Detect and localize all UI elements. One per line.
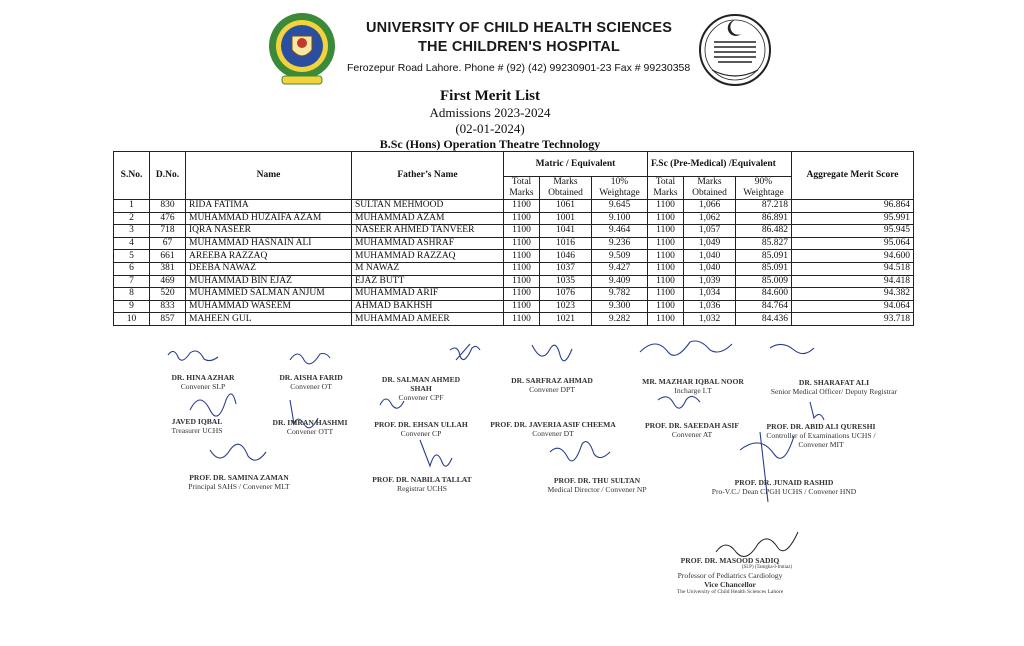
cell-matric-weightage: 9.409 bbox=[592, 275, 648, 288]
signatory-samina-zaman: PROF. DR. SAMINA ZAMAN Principal SAHS / Convener MLT bbox=[188, 473, 290, 491]
cell-father: EJAZ BUTT bbox=[352, 275, 504, 288]
cell-name: MAHEEN GUL bbox=[186, 313, 352, 326]
cell-fsc-obtained: 1,049 bbox=[684, 237, 736, 250]
cell-fsc-total: 1100 bbox=[648, 237, 684, 250]
signatory-imran-hashmi: DR. IMRAN HASHMI Convener OTT bbox=[272, 418, 348, 436]
cell-fsc-weightage: 86.482 bbox=[736, 225, 792, 238]
signatory-nabila-tallat: PROF. DR. NABILA TALLAT Registrar UCHS bbox=[372, 475, 472, 493]
cell-fsc-weightage: 84.436 bbox=[736, 313, 792, 326]
cell-fsc-weightage: 85.009 bbox=[736, 275, 792, 288]
cell-aggregate: 96.864 bbox=[792, 200, 914, 213]
table-row bbox=[114, 212, 914, 225]
cell-dno: 469 bbox=[150, 275, 186, 288]
cell-aggregate: 95.991 bbox=[792, 212, 914, 225]
cell-sno: 1 bbox=[114, 200, 150, 213]
cell-matric-obtained: 1046 bbox=[540, 250, 592, 263]
cell-fsc-total: 1100 bbox=[648, 262, 684, 275]
cell-name: MUHAMMAD HASNAIN ALI bbox=[186, 237, 352, 250]
cell-dno: 381 bbox=[150, 262, 186, 275]
signatory-hina-azhar: DR. HINA AZHAR Convener SLP bbox=[171, 373, 235, 391]
cell-matric-total: 1100 bbox=[504, 200, 540, 213]
cell-aggregate: 94.518 bbox=[792, 262, 914, 275]
cell-matric-total: 1100 bbox=[504, 237, 540, 250]
cell-sno: 10 bbox=[114, 313, 150, 326]
signatory-mazhar-iqbal-noor: MR. MAZHAR IQBAL NOOR Incharge I.T bbox=[642, 377, 744, 395]
signatory-sharafat-ali: DR. SHARAFAT ALI Senior Medical Officer/ Deputy Registrar bbox=[770, 378, 898, 396]
signatory-javeria-asif-cheema: PROF. DR. JAVERIA ASIF CHEEMA Convener DT bbox=[490, 420, 616, 438]
cell-matric-obtained: 1076 bbox=[540, 288, 592, 301]
header-fsc-obtained: Marks Obtained bbox=[684, 177, 736, 200]
cell-matric-weightage: 9.236 bbox=[592, 237, 648, 250]
cell-fsc-obtained: 1,032 bbox=[684, 313, 736, 326]
cell-name: AREEBA RAZZAQ bbox=[186, 250, 352, 263]
hospital-name: THE CHILDREN'S HOSPITAL bbox=[418, 39, 620, 55]
cell-fsc-total: 1100 bbox=[648, 212, 684, 225]
cell-fsc-total: 1100 bbox=[648, 250, 684, 263]
table-row bbox=[114, 288, 914, 301]
table-row bbox=[114, 275, 914, 288]
cell-fsc-weightage: 85.091 bbox=[736, 250, 792, 263]
cell-fsc-weightage: 87.218 bbox=[736, 200, 792, 213]
cell-matric-obtained: 1041 bbox=[540, 225, 592, 238]
table-row bbox=[114, 300, 914, 313]
cell-matric-total: 1100 bbox=[504, 262, 540, 275]
cell-aggregate: 95.945 bbox=[792, 225, 914, 238]
header-matric: Matric / Equivalent bbox=[504, 152, 648, 177]
cell-name: DEEBA NAWAZ bbox=[186, 262, 352, 275]
merit-table-body bbox=[114, 200, 914, 326]
cell-matric-weightage: 9.427 bbox=[592, 262, 648, 275]
government-seal bbox=[694, 12, 776, 88]
cell-matric-total: 1100 bbox=[504, 250, 540, 263]
cell-matric-weightage: 9.100 bbox=[592, 212, 648, 225]
cell-father: MUHAMMAD AMEER bbox=[352, 313, 504, 326]
signatory-salman-ahmed-shah: DR. SALMAN AHMED SHAH Convener CPF bbox=[381, 375, 461, 402]
cell-dno: 476 bbox=[150, 212, 186, 225]
cell-dno: 520 bbox=[150, 288, 186, 301]
cell-matric-total: 1100 bbox=[504, 275, 540, 288]
program-name: B.Sc (Hons) Operation Theatre Technology bbox=[379, 137, 601, 151]
signatory-saeedah-asif: PROF. DR. SAEEDAH ASIF Convener AT bbox=[644, 421, 740, 439]
signatory-abid-ali-qureshi: PROF. DR. ABID ALI QURESHI Controller of Examinations UCHS / Convener MIT bbox=[766, 422, 876, 449]
cell-father: MUHAMMAD ARIF bbox=[352, 288, 504, 301]
header-fsc-total: Total Marks bbox=[648, 177, 684, 200]
cell-sno: 8 bbox=[114, 288, 150, 301]
cell-fsc-weightage: 84.764 bbox=[736, 300, 792, 313]
cell-matric-weightage: 9.509 bbox=[592, 250, 648, 263]
cell-fsc-obtained: 1,040 bbox=[684, 262, 736, 275]
university-name: UNIVERSITY OF CHILD HEALTH SCIENCES bbox=[366, 20, 673, 36]
signatory-junaid-rashid: PROF. DR. JUNAID RASHID Pro-V.C./ Dean CPGH UCHS / Convener HND bbox=[711, 478, 857, 496]
signatory-ehsan-ullah: PROF. DR. EHSAN ULLAH Convener CP bbox=[374, 420, 468, 438]
address-line: Ferozepur Road Lahore. Phone # (92) (42) 99230901-23 Fax # 99230358 bbox=[347, 62, 691, 74]
cell-dno: 661 bbox=[150, 250, 186, 263]
cell-matric-weightage: 9.282 bbox=[592, 313, 648, 326]
cell-matric-total: 1100 bbox=[504, 313, 540, 326]
table-row bbox=[114, 200, 914, 213]
cell-sno: 4 bbox=[114, 237, 150, 250]
cell-matric-obtained: 1061 bbox=[540, 200, 592, 213]
cell-name: IQRA NASEER bbox=[186, 225, 352, 238]
cell-fsc-weightage: 85.091 bbox=[736, 262, 792, 275]
cell-matric-obtained: 1037 bbox=[540, 262, 592, 275]
vc-position: Vice Chancellor bbox=[704, 580, 756, 589]
cell-name: MUHAMMAD WASEEM bbox=[186, 300, 352, 313]
cell-father: MUHAMMAD RAZZAQ bbox=[352, 250, 504, 263]
cell-aggregate: 94.600 bbox=[792, 250, 914, 263]
cell-fsc-total: 1100 bbox=[648, 200, 684, 213]
cell-name: RIDA FATIMA bbox=[186, 200, 352, 213]
cell-father: MUHAMMAD ASHRAF bbox=[352, 237, 504, 250]
cell-matric-weightage: 9.464 bbox=[592, 225, 648, 238]
cell-aggregate: 93.718 bbox=[792, 313, 914, 326]
cell-sno: 3 bbox=[114, 225, 150, 238]
table-row bbox=[114, 225, 914, 238]
cell-matric-obtained: 1023 bbox=[540, 300, 592, 313]
cell-sno: 7 bbox=[114, 275, 150, 288]
vc-institution: The University of Child Health Sciences Lahore bbox=[676, 589, 784, 595]
cell-father: AHMAD BAKHSH bbox=[352, 300, 504, 313]
cell-dno: 830 bbox=[150, 200, 186, 213]
list-date: (02-01-2024) bbox=[455, 121, 525, 136]
table-row bbox=[114, 237, 914, 250]
cell-dno: 857 bbox=[150, 313, 186, 326]
cell-matric-total: 1100 bbox=[504, 212, 540, 225]
vc-name: PROF. DR. MASOOD SADIQ bbox=[680, 556, 780, 565]
cell-fsc-obtained: 1,066 bbox=[684, 200, 736, 213]
cell-dno: 67 bbox=[150, 237, 186, 250]
cell-fsc-total: 1100 bbox=[648, 275, 684, 288]
vice-chancellor-block bbox=[668, 556, 792, 596]
cell-matric-obtained: 1001 bbox=[540, 212, 592, 225]
cell-sno: 9 bbox=[114, 300, 150, 313]
cell-name: MUHAMMAD BIN EJAZ bbox=[186, 275, 352, 288]
cell-aggregate: 94.064 bbox=[792, 300, 914, 313]
cell-fsc-weightage: 85.827 bbox=[736, 237, 792, 250]
cell-matric-obtained: 1016 bbox=[540, 237, 592, 250]
cell-matric-obtained: 1035 bbox=[540, 275, 592, 288]
header-fsc: F.Sc (Pre-Medical) /Equivalent bbox=[648, 152, 792, 177]
table-row bbox=[114, 313, 914, 326]
cell-matric-total: 1100 bbox=[504, 300, 540, 313]
cell-fsc-total: 1100 bbox=[648, 313, 684, 326]
cell-fsc-obtained: 1,034 bbox=[684, 288, 736, 301]
cell-matric-total: 1100 bbox=[504, 225, 540, 238]
cell-dno: 718 bbox=[150, 225, 186, 238]
cell-fsc-obtained: 1,039 bbox=[684, 275, 736, 288]
cell-fsc-obtained: 1,040 bbox=[684, 250, 736, 263]
cell-fsc-obtained: 1,036 bbox=[684, 300, 736, 313]
header-aggregate: Aggregate Merit Score bbox=[792, 152, 914, 200]
cell-matric-weightage: 9.782 bbox=[592, 288, 648, 301]
cell-name: MUHAMMAD HUZAIFA AZAM bbox=[186, 212, 352, 225]
cell-matric-weightage: 9.300 bbox=[592, 300, 648, 313]
cell-father: SULTAN MEHMOOD bbox=[352, 200, 504, 213]
list-title: First Merit List bbox=[440, 88, 540, 104]
cell-father: MUHAMMAD AZAM bbox=[352, 212, 504, 225]
header-dno: D.No. bbox=[150, 152, 186, 200]
cell-fsc-weightage: 86.891 bbox=[736, 212, 792, 225]
header-father-name: Father’s Name bbox=[352, 152, 504, 200]
cell-fsc-total: 1100 bbox=[648, 300, 684, 313]
header-fsc-weightage: 90% Weightage bbox=[736, 177, 792, 200]
cell-father: M NAWAZ bbox=[352, 262, 504, 275]
cell-father: NASEER AHMED TANVEER bbox=[352, 225, 504, 238]
signatory-sarfraz-ahmad: DR. SARFRAZ AHMAD Convener DPT bbox=[511, 376, 593, 394]
vc-honor: (SI.P) (Tamgha-I-Imtiaz) bbox=[741, 565, 792, 570]
cell-aggregate: 94.382 bbox=[792, 288, 914, 301]
table-row bbox=[114, 262, 914, 275]
signatory-thu-sultan: PROF. DR. THU SULTAN Medical Director / Convener NP bbox=[547, 476, 647, 494]
cell-matric-weightage: 9.645 bbox=[592, 200, 648, 213]
cell-fsc-total: 1100 bbox=[648, 288, 684, 301]
cell-aggregate: 94.418 bbox=[792, 275, 914, 288]
cell-fsc-weightage: 84.600 bbox=[736, 288, 792, 301]
cell-name: MUHAMMED SALMAN ANJUM bbox=[186, 288, 352, 301]
cell-aggregate: 95.064 bbox=[792, 237, 914, 250]
header-matric-total: Total Marks bbox=[504, 177, 540, 200]
cell-sno: 5 bbox=[114, 250, 150, 263]
table-row bbox=[114, 250, 914, 263]
cell-sno: 6 bbox=[114, 262, 150, 275]
merit-list-table bbox=[113, 151, 914, 326]
cell-fsc-obtained: 1,057 bbox=[684, 225, 736, 238]
cell-matric-total: 1100 bbox=[504, 288, 540, 301]
cell-sno: 2 bbox=[114, 212, 150, 225]
university-logo bbox=[268, 10, 336, 86]
admissions-year: Admissions 2023-2024 bbox=[429, 105, 551, 120]
cell-fsc-obtained: 1,062 bbox=[684, 212, 736, 225]
header-matric-weightage: 10% Weightage bbox=[592, 177, 648, 200]
signatory-javed-iqbal: JAVED IQBAL Treasurer UCHS bbox=[171, 417, 223, 435]
cell-matric-obtained: 1021 bbox=[540, 313, 592, 326]
header-sno: S.No. bbox=[114, 152, 150, 200]
cell-fsc-total: 1100 bbox=[648, 225, 684, 238]
header-name: Name bbox=[186, 152, 352, 200]
vc-title: Professor of Pediatrics Cardiology bbox=[677, 571, 783, 580]
cell-dno: 833 bbox=[150, 300, 186, 313]
header-matric-obtained: Marks Obtained bbox=[540, 177, 592, 200]
signatory-aisha-farid: DR. AISHA FARID Convener OT bbox=[279, 373, 343, 391]
